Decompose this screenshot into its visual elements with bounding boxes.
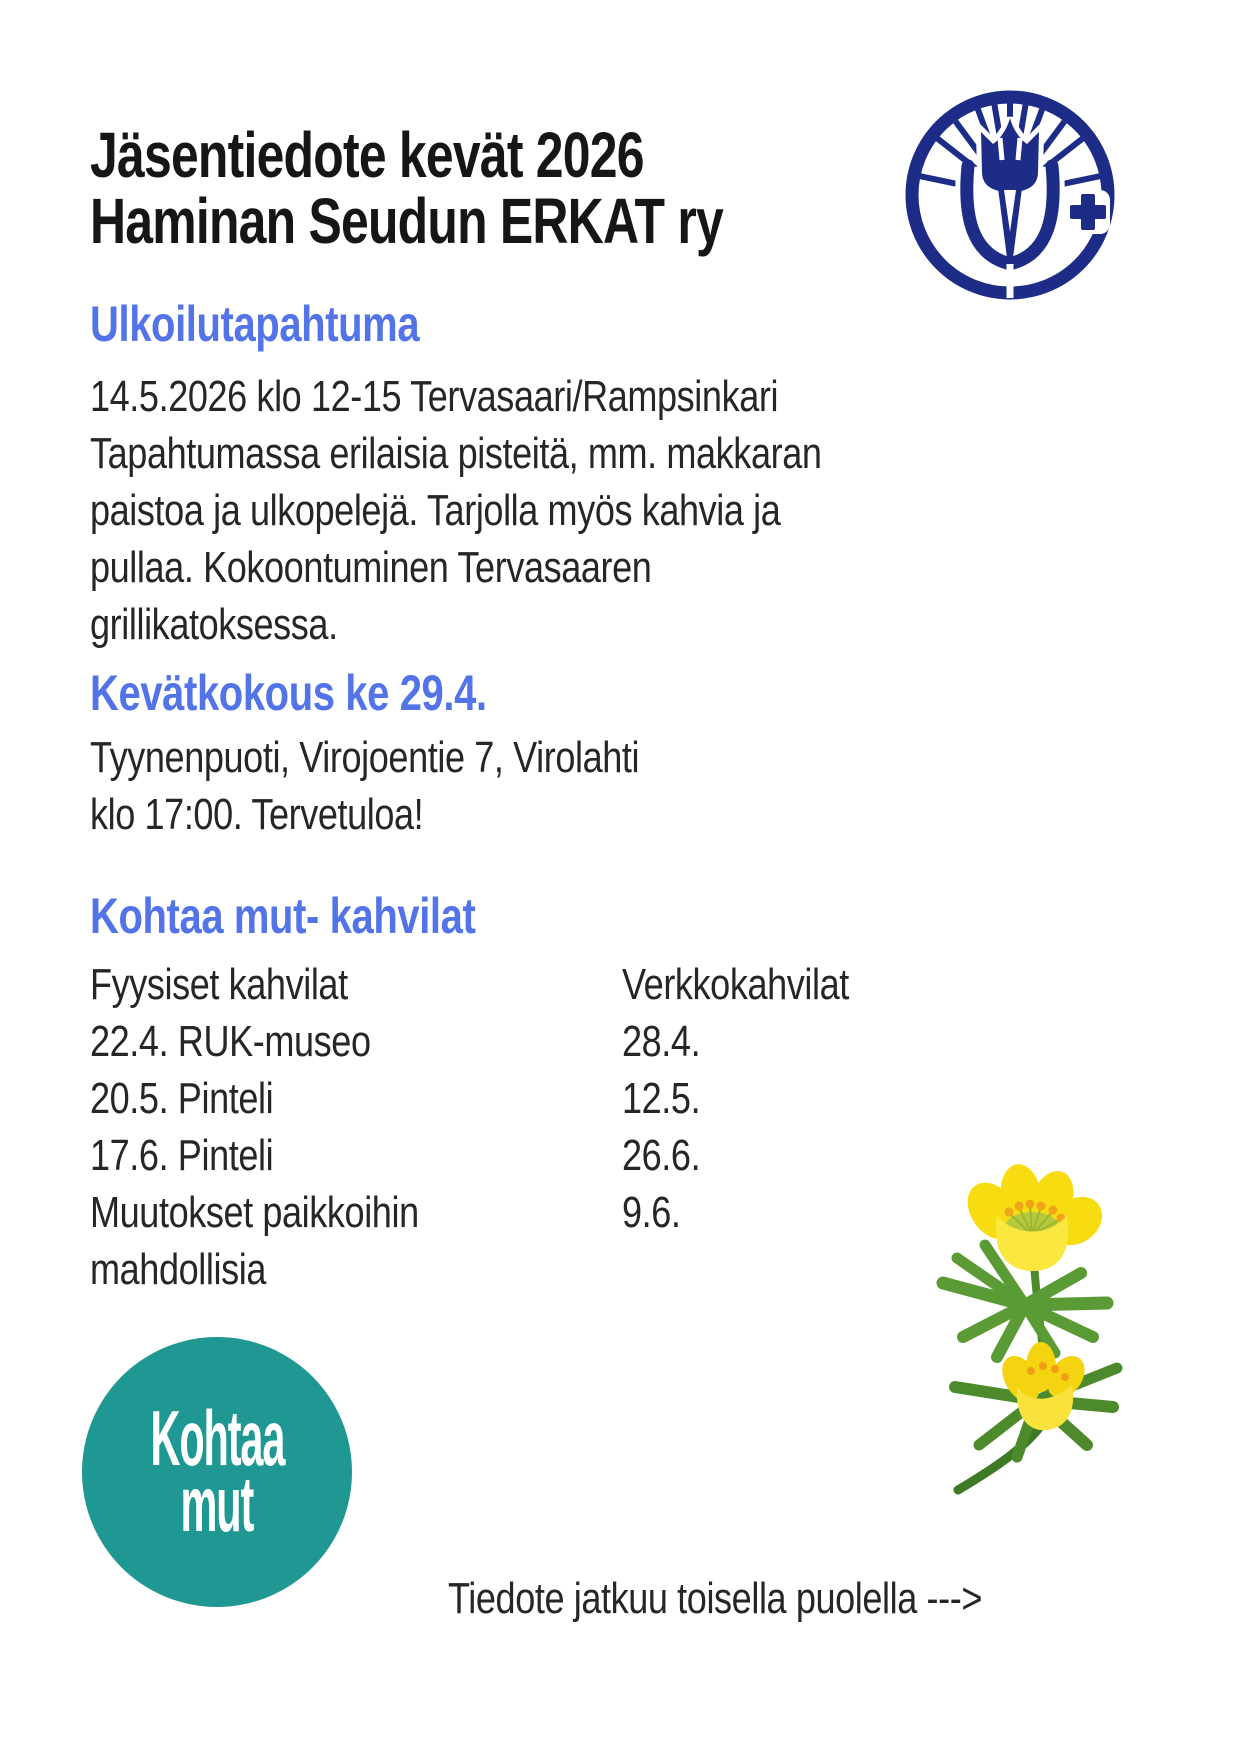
- cafes-right-item: 12.5.: [622, 1074, 701, 1123]
- outdoor-paragraph: [90, 368, 822, 653]
- spring-meeting-line: klo 17:00. Tervetuloa!: [90, 790, 424, 839]
- cafes-right-column: [622, 956, 849, 1241]
- cafes-left-column: [90, 956, 419, 1298]
- cafes-right-item: Verkkokahvilat: [622, 960, 849, 1009]
- cafes-left-item: 22.4. RUK-museo: [90, 1017, 371, 1066]
- outdoor-line: grillikatoksessa.: [90, 600, 338, 649]
- title-line-1: Jäsentiedote kevät 2026: [90, 119, 644, 191]
- cafes-right-item: 26.6.: [622, 1131, 701, 1180]
- outdoor-line: 14.5.2026 klo 12-15 Tervasaari/Rampsinkari: [90, 372, 779, 421]
- winter-aconite-flower-icon: [885, 1155, 1145, 1505]
- tulip-cross-emblem-icon: [903, 88, 1117, 302]
- badge-text-line-1: Kohtaa: [150, 1394, 284, 1483]
- spring-meeting-line: Tyynenpuoti, Virojoentie 7, Virolahti: [90, 733, 640, 782]
- badge-text-line-2: mut: [180, 1460, 254, 1549]
- cafes-left-item: mahdollisia: [90, 1245, 266, 1294]
- org-logo: [903, 88, 1117, 302]
- cafes-right-item: 28.4.: [622, 1017, 701, 1066]
- title-line-2: Haminan Seudun ERKAT ry: [90, 185, 723, 257]
- cafes-right-item: 9.6.: [622, 1188, 681, 1237]
- continuation-note: Tiedote jatkuu toisella puolella --->: [448, 1574, 983, 1623]
- cafes-left-item: Muutokset paikkoihin: [90, 1188, 419, 1237]
- spring-meeting-paragraph: [90, 729, 639, 843]
- section-heading-cafes: Kohtaa mut- kahvilat: [90, 888, 476, 944]
- flower-illustration: [885, 1155, 1145, 1505]
- outdoor-line: pullaa. Kokoontuminen Tervasaaren: [90, 543, 652, 592]
- kohtaa-mut-badge: [82, 1337, 352, 1607]
- outdoor-line: Tapahtumassa erilaisia pisteitä, mm. makkaran: [90, 429, 822, 478]
- section-heading-spring-meeting: Kevätkokous ke 29.4.: [90, 665, 487, 721]
- page-title: [90, 119, 723, 257]
- cafes-left-item: 17.6. Pinteli: [90, 1131, 274, 1180]
- section-heading-outdoor: Ulkoilutapahtuma: [90, 296, 420, 352]
- outdoor-line: paistoa ja ulkopelejä. Tarjolla myös kahvia ja: [90, 486, 781, 535]
- cafes-left-item: 20.5. Pinteli: [90, 1074, 274, 1123]
- cafes-left-item: Fyysiset kahvilat: [90, 960, 348, 1009]
